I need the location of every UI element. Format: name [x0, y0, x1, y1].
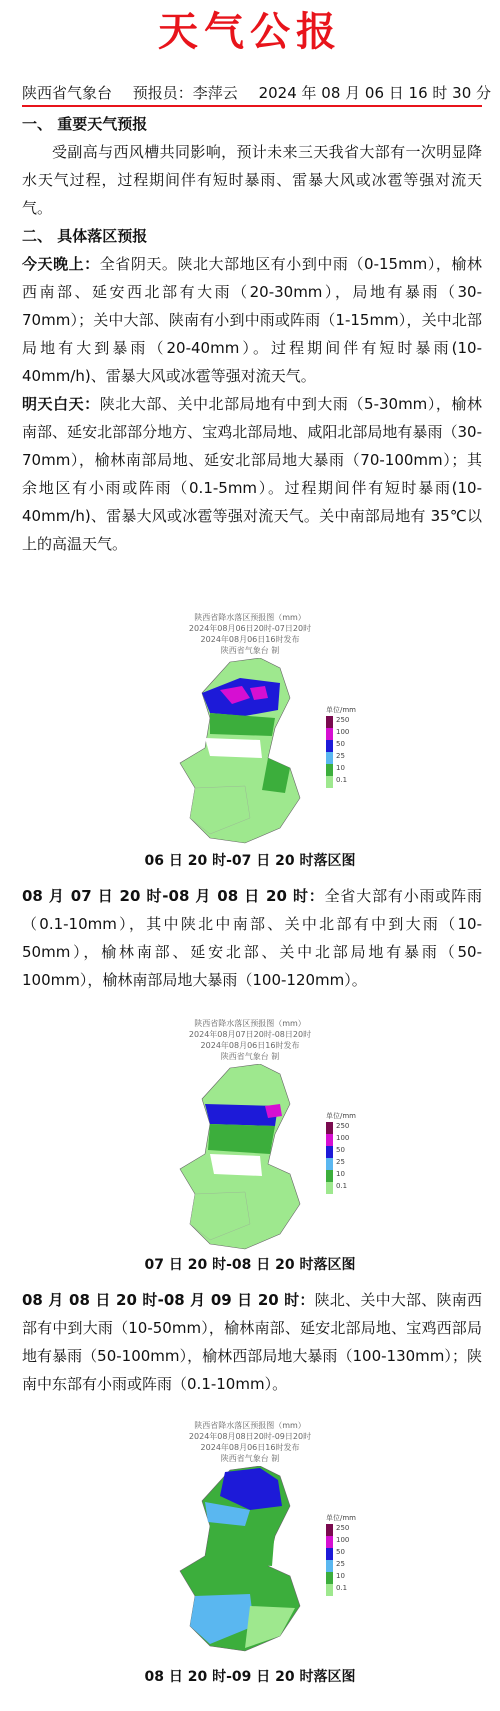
forecast-day3: 08 月 08 日 20 时-08 月 09 日 20 时：陕北、关中大部、陕南西部有中到大雨（10-50mm），榆林南部、延安北部局地、宝鸡西部局地有暴雨（50-100mm），榆林西部局地大暴雨（100-130mm）；陕南中东部有小雨或阵雨（0.1-10mm）。: [22, 1291, 482, 1393]
svg-text:单位/mm: 单位/mm: [326, 1514, 356, 1522]
map2-caption: 07 日 20 时-08 日 20 时落区图: [144, 1257, 356, 1273]
map-figure-2: [0, 1018, 500, 1062]
header-forecaster: 预报员：李萍云: [132, 84, 238, 102]
section-important: [22, 110, 482, 558]
svg-text:0.1: 0.1: [336, 1584, 348, 1592]
forecast-day2: 08 月 07 日 20 时-08 月 08 日 20 时：全省大部有小雨或阵雨（0.1-10mm），其中陕北中南部、关中北部有中到大雨（10-50mm），榆林南部、延安北部、关中北部局地有暴雨（50-100mm），榆林南部局地大暴雨（100-120mm）。: [22, 887, 482, 989]
header-agency: 陕西省气象台: [22, 84, 113, 102]
svg-text:50: 50: [336, 740, 345, 748]
map3-title-block: 陕西省降水落区预报图（mm） 2024年08月08日20时-09日20时 2024年08月06日16时发布 陕西省气象台 制: [188, 1421, 312, 1463]
map3-caption: 08 日 20 时-09 日 20 时落区图: [144, 1669, 356, 1685]
precip-map-2: [150, 1064, 370, 1254]
bulletin-header: [22, 84, 492, 107]
map-figure-1: [0, 612, 500, 656]
map3-legend: [326, 1513, 356, 1596]
svg-text:10: 10: [336, 1572, 345, 1580]
map1-legend: [326, 705, 356, 788]
forecast-tonight: 今天晚上：全省阴天。陕北大部地区有小到中雨（0-15mm），榆林西南部、延安西北部有大雨（20-30mm），局地有暴雨（30-70mm）；关中大部、陕南有小到中雨或阵雨（1-15mm），关中北部局地有大到暴雨（20-40mm）。过程期间伴有短时暴雨(10-40mm/h)、雷暴大风或冰雹等强对流天气。: [22, 255, 482, 385]
bulletin-title: 天气公报: [158, 9, 342, 55]
svg-text:0.1: 0.1: [336, 776, 348, 784]
forecast-tomorrow: 明天白天：陕北大部、关中北部局地有中到大雨（5-30mm），榆林南部、延安北部部分地方、宝鸡北部局地、咸阳北部局地有暴雨（30-70mm），榆林南部局地、延安北部局地大暴雨（70-100mm）；其余地区有小雨或阵雨（0.1-5mm）。过程期间伴有短时暴雨(10-40mm/h)、雷暴大风或冰雹等强对流天气。关中南部局地有 35℃以上的高温天气。: [22, 395, 482, 553]
svg-text:10: 10: [336, 1170, 345, 1178]
svg-text:0.1: 0.1: [336, 1182, 348, 1190]
svg-text:250: 250: [336, 1524, 350, 1532]
map2-legend: [326, 1111, 356, 1194]
svg-text:25: 25: [336, 1560, 345, 1568]
svg-text:25: 25: [336, 752, 345, 760]
svg-text:100: 100: [336, 1536, 350, 1544]
svg-text:单位/mm: 单位/mm: [326, 706, 356, 714]
map-figure-3: [0, 1420, 500, 1464]
section1-heading: 一、 重要天气预报: [22, 115, 148, 133]
svg-text:100: 100: [336, 1134, 350, 1142]
precip-map-3: [150, 1466, 370, 1656]
svg-text:单位/mm: 单位/mm: [326, 1112, 356, 1120]
header-time: 2024 年 08 月 06 日 16 时 30 分: [258, 84, 492, 102]
section1-body: 受副高与西风槽共同影响，预计未来三天我省大部有一次明显降水天气过程，过程期间伴有短时暴雨、雷暴大风或冰雹等强对流天气。: [22, 143, 482, 217]
svg-text:50: 50: [336, 1146, 345, 1154]
svg-text:10: 10: [336, 764, 345, 772]
precip-map-1: [150, 658, 370, 848]
svg-text:25: 25: [336, 1158, 345, 1166]
svg-text:250: 250: [336, 716, 350, 724]
section2-heading: 二、 具体落区预报: [22, 227, 148, 245]
svg-text:100: 100: [336, 728, 350, 736]
map1-caption: 06 日 20 时-07 日 20 时落区图: [144, 853, 356, 869]
map2-title-block: 陕西省降水落区预报图（mm） 2024年08月07日20时-08日20时 2024年08月06日16时发布 陕西省气象台 制: [188, 1019, 312, 1061]
map1-title-block: 陕西省降水落区预报图（mm） 2024年08月06日20时-07日20时 2024年08月06日16时发布 陕西省气象台 制: [188, 613, 312, 655]
svg-text:50: 50: [336, 1548, 345, 1556]
svg-text:250: 250: [336, 1122, 350, 1130]
